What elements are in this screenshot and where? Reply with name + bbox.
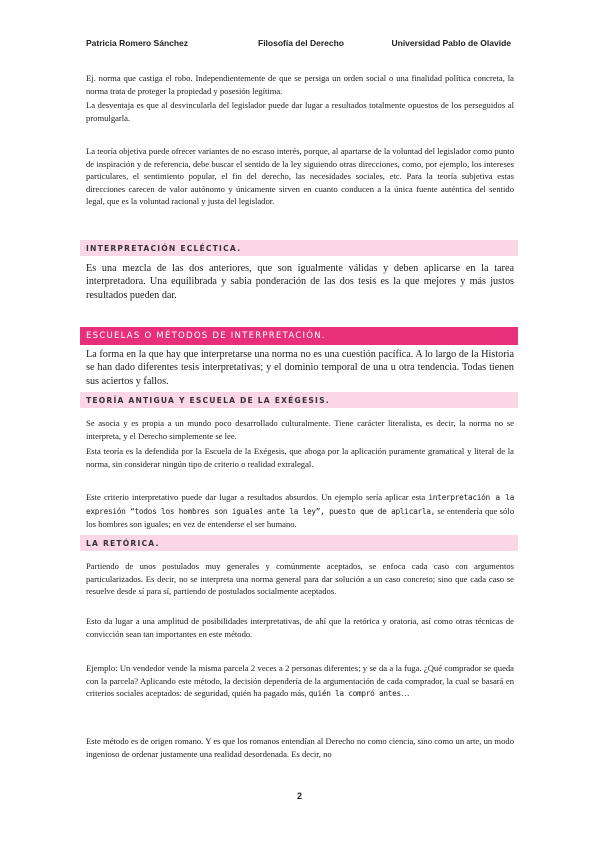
paragraph-amplitud: Esto da lugar a una amplitud de posibilidades interpretativas, de ahí que la retórica y oratoria, así como otras técnicas de convicción sean tan importantes en este método.: [86, 616, 514, 639]
paragraph-postulados: Partiendo de unos postulados muy generales y comúnmente aceptados, se enfoca cada caso con argumentos particularizados. Es decir, no se interpreta una norma general para dar solución a un caso concreto; sino que cada caso se resuelve desde sí para sí, partiendo de postulados socialmente aceptados.: [86, 561, 514, 597]
heading-interpretacion-eclectica: INTERPRETACIÓN ECLÉCTICA.: [86, 244, 242, 253]
paragraph-escuela-exegesis: Esta teoría es la defendida por la Escuela de la Exégesis, que aboga por la aplicación puramente gramatical y literal de la norma, sin considerar ningún tipo de criterio o realidad extralegal.: [86, 446, 514, 469]
header-university: Universidad Pablo de Olavide: [391, 38, 511, 48]
paragraph-escuelas: La forma en la que hay que interpretarse una norma no es una cuestión pacífica. A lo largo de la Historia se han dado diferentes tesis interpretativas; y el dominio temporal de una u otra tendencia. Todas tienen sus aciertos y fallos.: [86, 349, 514, 387]
heading-teoria-antigua: TEORÍA ANTIGUA Y ESCUELA DE LA EXÉGESIS.: [86, 396, 330, 405]
paragraph-resultados-absurdos: [86, 491, 514, 531]
text-run: Este criterio interpretativo puede dar lugar a resultados absurdos. Un ejemplo sería aplicar esta: [86, 492, 429, 502]
text-run-mono: quién la compró antes: [308, 689, 401, 699]
paragraph-teoria-objetiva: La teoría objetiva puede ofrecer variantes de no escaso interés, porque, al apartarse de la voluntad del legislador como punto de inspiración y de referencia, debe buscar el sentido de la ley siguiendo otras direcciones, como, por ejemplo, los intereses particulares, el sentimiento popular, el fin del derecho, las necesidades sociales, etc. Para la teoría subjetiva estas direcciones carecen de valor autónomo y únicamente sirven en cuanto conducen a la única fuente auténtica del sentido legal, que es la voluntad racional y justa del legislador.: [86, 146, 514, 207]
paragraph-origen-romano: Este método es de origen romano. Y es que los romanos entendían al Derecho no como ciencia, sino como un arte, un modo ingenioso de ordenar justamente una realidad desordenada. Es decir, no: [86, 736, 514, 759]
text-run: Ejemplo: Un vendedor vende la misma parcela 2 veces a 2 personas diferentes; y se da a la fuga. ¿Qué comprador se queda con la parcela? Aplicando este método, la decisión dependería de la argumentación de cada comprador, la cual se basará en criterios sociales aceptados: de seguridad, quién ha pagado más,: [86, 663, 514, 699]
text-run-mono: interpretación a la expresión “todos los hombres son iguales ante la ley”, puesto que de aplicarla,: [86, 493, 514, 516]
paragraph-desventaja: La desventaja es que al desvincularla del legislador puede dar lugar a resultados totalmente opuestos de los perseguidos al promulgarla.: [86, 100, 514, 123]
paragraph-mundo-poco-desarrollado: Se asocia y es propia a un mundo poco desarrollado culturalmente. Tiene carácter literalista, es decir, la norma no se interpreta, y el Derecho simplemente se lee.: [86, 418, 514, 441]
paragraph-eclectica: Es una mezcla de las dos anteriores, que son igualmente válidas y deben aplicarse en la tarea interpretadora. Una equilibrada y sabia ponderación de las dos tesis es la que mejores y más justos resultados pueden dar.: [86, 263, 514, 301]
header-subject: Filosofía del Derecho: [258, 38, 344, 48]
page-number: 2: [297, 791, 303, 801]
heading-la-retorica: LA RETÓRICA.: [86, 539, 160, 548]
paragraph-example-robo: Ej. norma que castiga el robo. Independientemente de que se persiga un orden social o una finalidad política concreta, la norma trata de proteger la propiedad y posesión legítima.: [86, 73, 514, 96]
text-run: …: [400, 688, 410, 699]
paragraph-ejemplo-parcela: [86, 662, 514, 701]
text-run: se entendería que sólo los hombres son iguales; en vez de entenderse el ser humano.: [86, 505, 514, 530]
header-author: Patricia Romero Sánchez: [86, 38, 189, 48]
heading-escuelas-metodos: ESCUELAS O MÉTODOS DE INTERPRETACIÓN.: [86, 331, 326, 341]
